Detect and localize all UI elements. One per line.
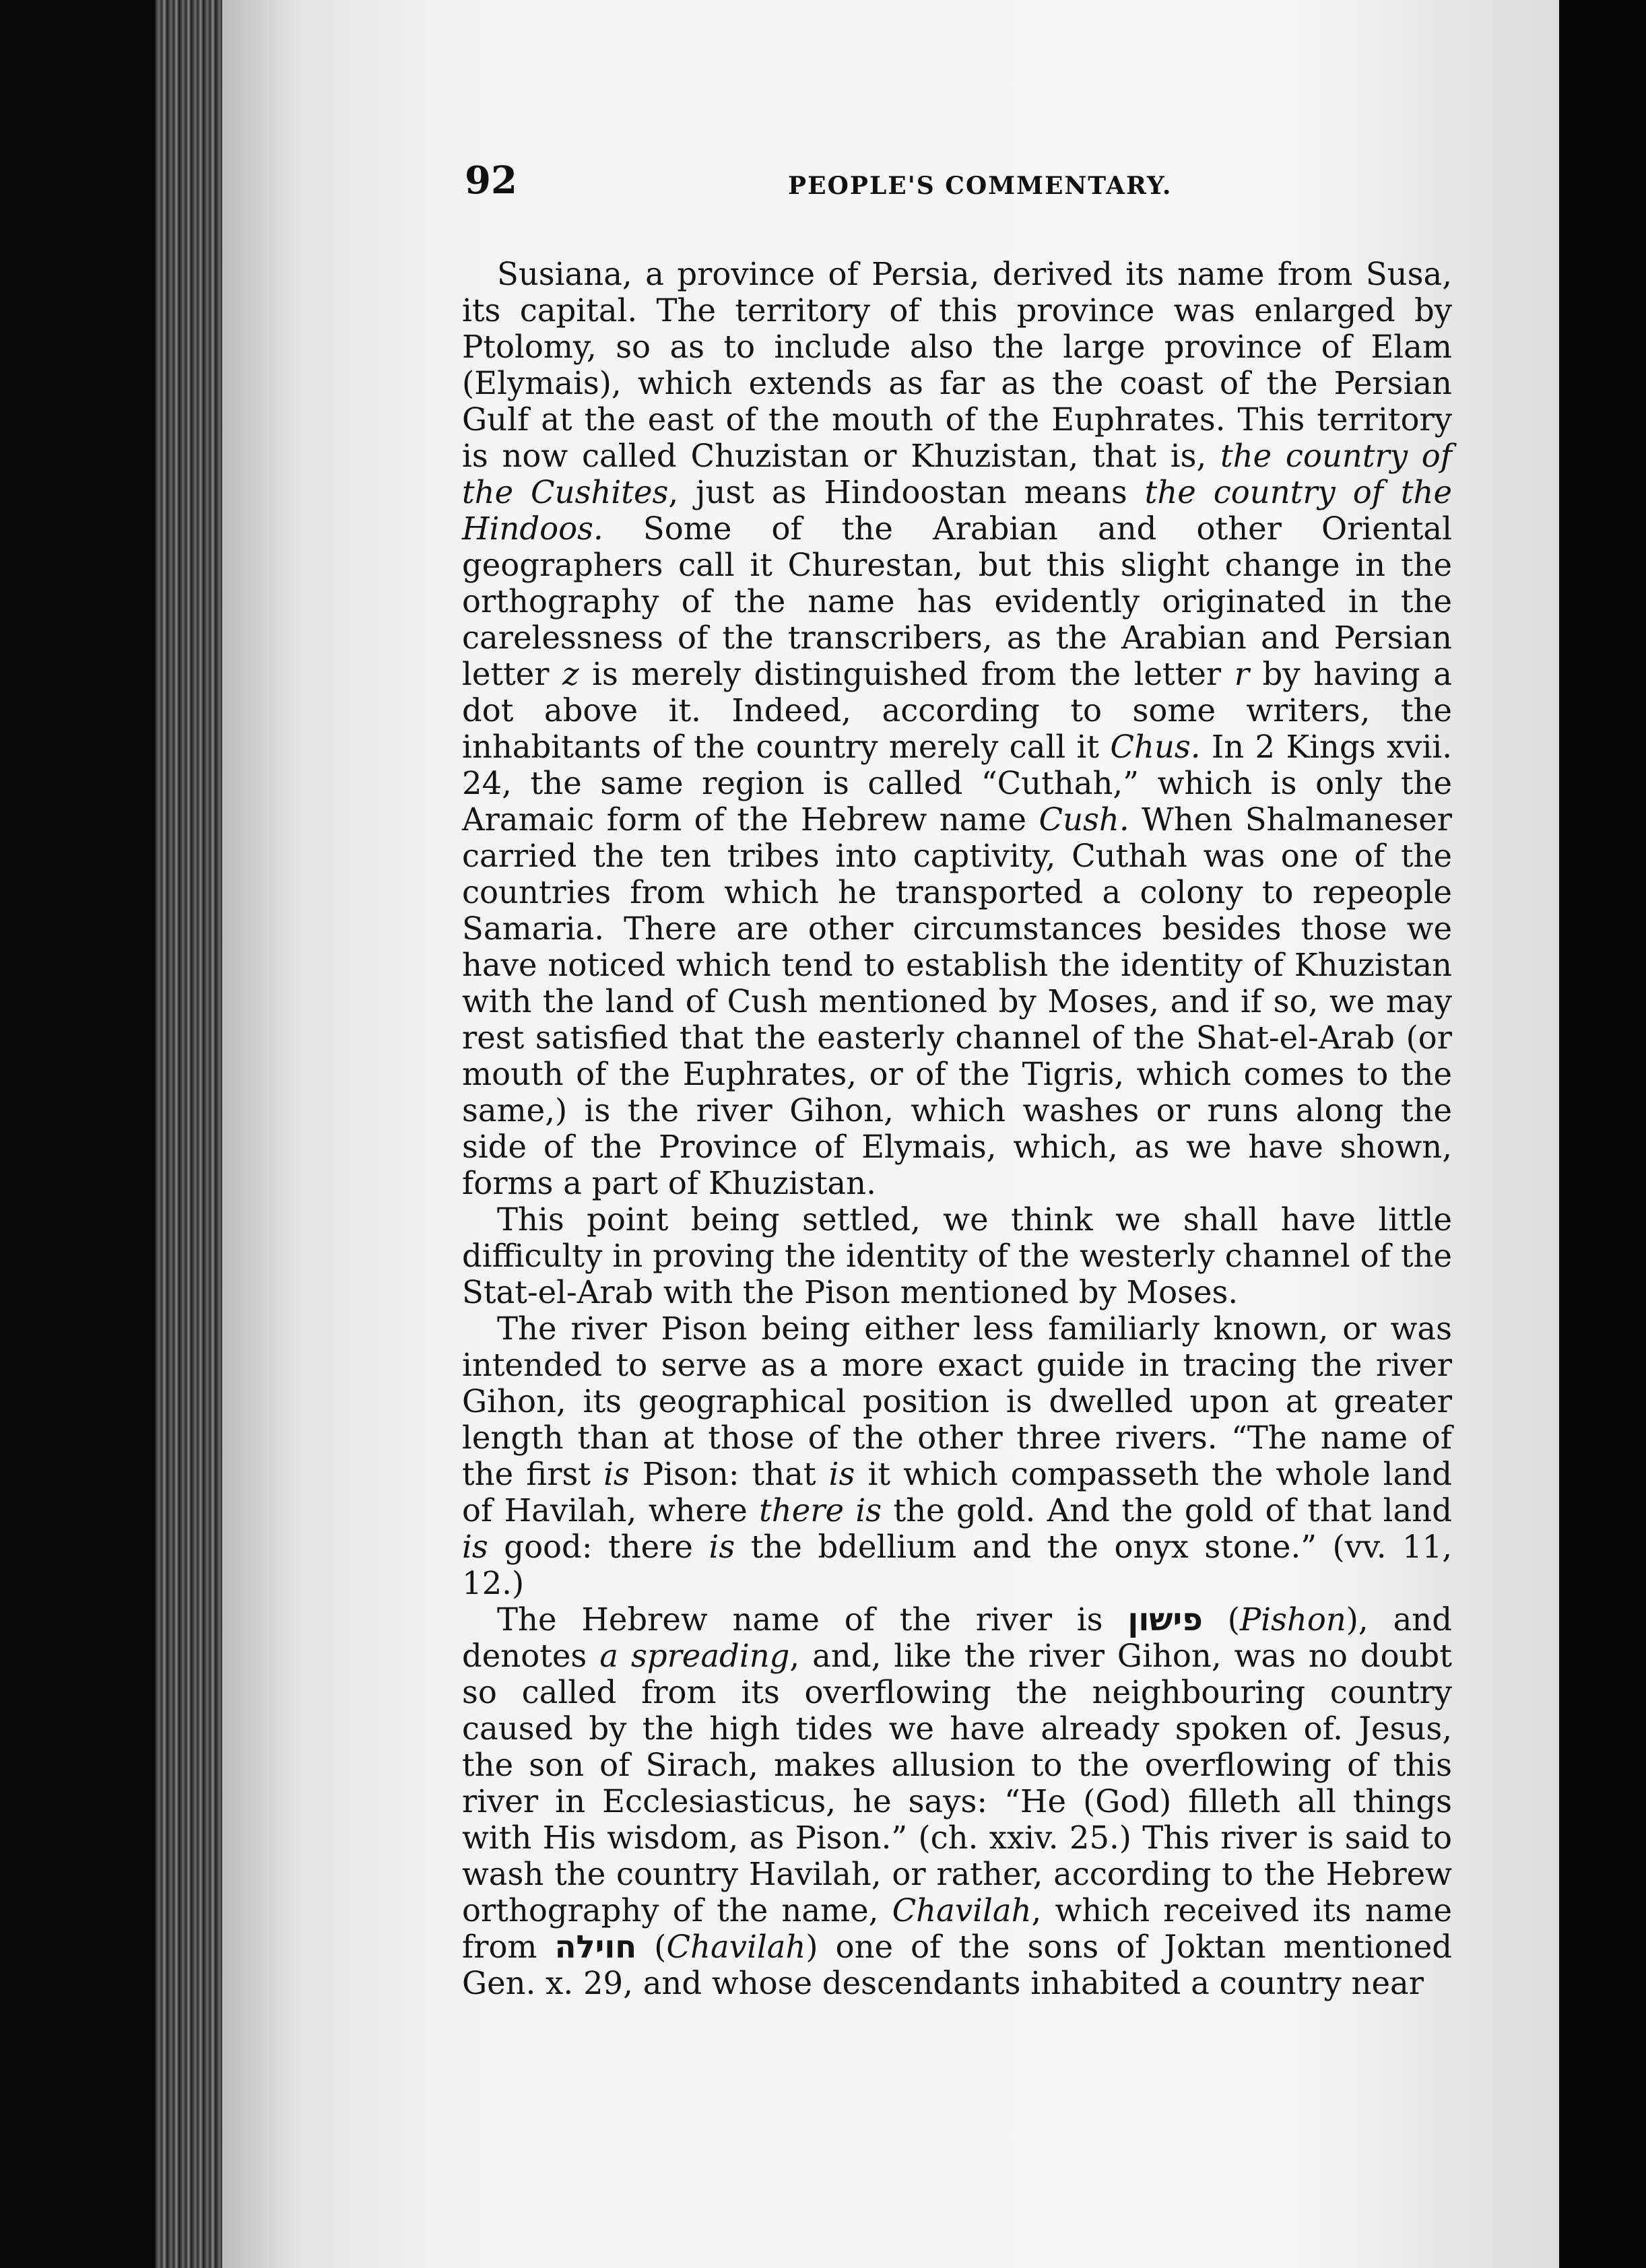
text-run: it which compasseth the whole land of Havilah, where <box>462 1456 1452 1529</box>
scan-border <box>1559 0 1646 2268</box>
text-run: When Shalmaneser carried the ten tribes into captivity, Cuthah was one of the countries from which he transported a colony to repeople Samaria. There are other circumstances besides those we have noticed which tend to establish the identity of Khuzistan with the land of Cush mentioned by Moses, and if so, we may rest satisfied that the easterly channel of the Shat-el-Arab (or mouth of the Euphrates, or of the Tigris, which comes to the same,) is the river Gihon, which washes or runs along the side of the Province of Elymais, which, as we have shown, forms a part of Khuzistan. <box>462 801 1452 1201</box>
text-run: ) one of the sons of Joktan mentioned Gen. x. 29, and whose descendants inhabited a country near <box>462 1929 1452 2001</box>
italic-text: z <box>562 656 579 692</box>
text-run: , and, like the river Gihon, was no doubt so called from its overflowing the neighbouring country caused by the high tides we have already spoken of. Jesus, the son of Sirach, makes allusion to the overflowing of this river in Ecclesiasticus, he says: “He (God) filleth all things with His wisdom, as Pison.” (ch. xxiv. 25.) This river is said to wash the country Havilah, or rather, according to the Hebrew orthography of the name, <box>462 1638 1452 1929</box>
text-run: The Hebrew name of the river is <box>497 1601 1128 1638</box>
paragraph <box>462 1601 1452 2001</box>
text-run: good: there <box>488 1529 709 1565</box>
text-run: , which received its name from <box>462 1892 1452 1965</box>
text-run: This point being settled, we think we shall have little difficulty in proving the identity of the westerly channel of the Stat-el-Arab with the Pison mentioned by Moses. <box>462 1201 1452 1310</box>
text-run: In 2 Kings xvii. 24, the same region is called “Cuthah,” which is only the Aramaic form of the Hebrew name <box>462 729 1452 838</box>
text-run: , just as Hindoostan means <box>668 474 1145 510</box>
book-page-edges <box>155 0 229 2268</box>
italic-text: is <box>709 1529 735 1565</box>
text-run: by having a dot above it. Indeed, according to some writers, the inhabitants of the country merely call it <box>462 656 1452 765</box>
body-text <box>462 256 1452 2001</box>
paragraph <box>462 1310 1452 1601</box>
italic-text: the country of the Hindoos. <box>462 474 1452 547</box>
paragraph <box>462 1201 1452 1310</box>
italic-text: Chus. <box>1110 729 1201 765</box>
hebrew-word: פישון <box>1127 1601 1203 1638</box>
page-header <box>465 158 1461 212</box>
italic-text: is <box>828 1456 855 1492</box>
italic-text: is <box>603 1456 630 1492</box>
italic-text: Pishon <box>1239 1601 1346 1638</box>
running-head: PEOPLE'S COMMENTARY. <box>788 172 1173 200</box>
italic-text: a spreading <box>599 1638 790 1674</box>
italic-text: Cush. <box>1039 801 1129 838</box>
text-run: ( <box>636 1929 667 1965</box>
text-run: is merely distinguished from the letter <box>579 656 1234 692</box>
paragraph <box>462 256 1452 1201</box>
italic-text: r <box>1234 656 1249 692</box>
text-run: ( <box>1202 1601 1240 1638</box>
text-run: ), and denotes <box>462 1601 1452 1674</box>
italic-text: Chavilah <box>892 1892 1032 1929</box>
text-run: Pison: that <box>629 1456 829 1492</box>
text-run: Susiana, a province of Persia, derived its name from Susa, its capital. The territory of this province was enlarged by Ptolomy, so as to include also the large province of Elam (Elymais), which extends as far as the coast of the Persian Gulf at the east of the mouth of the Euphrates. This territory is now called Chuzistan or Khuzistan, that is, <box>462 256 1452 474</box>
text-run: The river Pison being either less familiarly known, or was intended to serve as a more exact guide in tracing the river Gihon, its geographical position is dwelled upon at greater length than at those of the other three rivers. “The name of the first <box>462 1310 1452 1492</box>
page-number: 92 <box>465 158 517 203</box>
italic-text: Chavilah <box>666 1929 806 1965</box>
italic-text: there is <box>759 1492 882 1529</box>
text-run: Some of the Arabian and other Oriental geographers call it Churestan, but this slight change in the orthography of the name has evidently originated in the carelessness of the transcribers, as the Arabian and Persian letter <box>462 510 1452 692</box>
text-run: the bdellium and the onyx stone.” (vv. 11, 12.) <box>462 1529 1452 1601</box>
hebrew-word: חוילה <box>554 1929 637 1965</box>
italic-text: is <box>462 1529 488 1565</box>
text-run: the gold. And the gold of that land <box>882 1492 1452 1529</box>
italic-text: the country of the Cushites <box>462 438 1452 510</box>
